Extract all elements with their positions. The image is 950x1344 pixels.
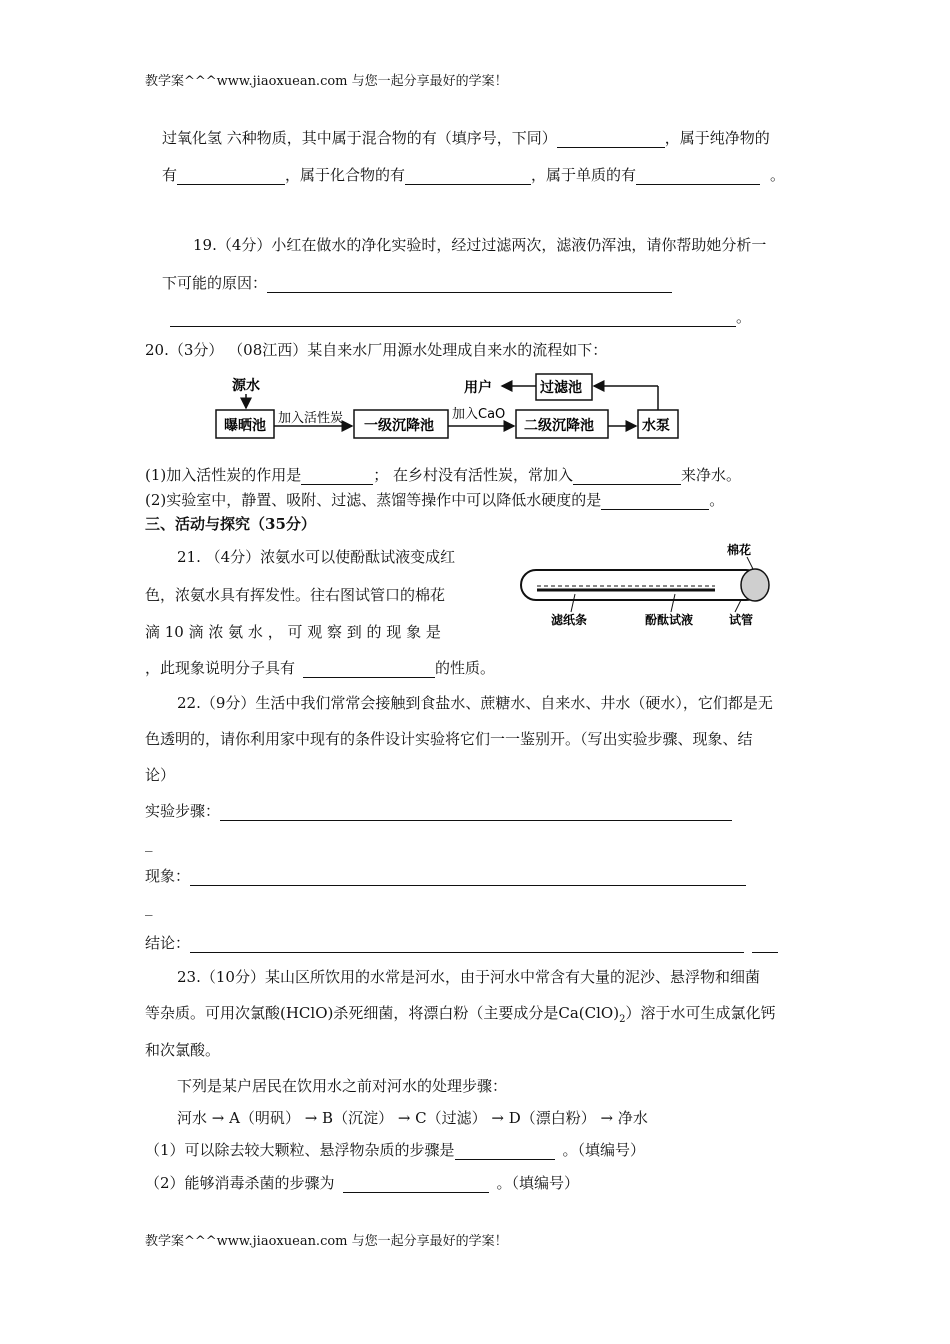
mixture-blank[interactable] [557,131,665,148]
q19-end: 。 [736,308,752,326]
q23-line2 [145,1003,775,1030]
q22-conclusion [145,933,778,953]
q22-dash-2: _ [145,898,153,916]
pure-blank[interactable] [177,168,285,185]
steps-blank[interactable] [220,804,732,821]
q20-p1-text-b: ； 在乡村没有活性炭，常加入 [373,466,574,484]
activated-carbon-blank[interactable] [301,468,373,485]
q21-text-b: 的性质。 [435,659,496,677]
q19-blank-1[interactable] [267,276,672,293]
page-header: 教学案^^^www.jiaoxuean.com 与您一起分享最好的学案！ [145,74,508,89]
cotton-ball [741,569,769,601]
q21-line2: 色，浓氨水具有挥发性。往右图试管口的棉花 [145,586,446,604]
flow-box5-label: 过滤池 [540,380,582,396]
flow-box1-label: 曝晒池 [224,418,266,434]
q23-p1-text-b: 。（填编号） [562,1141,646,1159]
q20-p2-text-a: (2)实验室中，静置、吸附、过滤、蒸馏等操作中可以降低水硬度的是 [145,491,602,509]
element-blank[interactable] [636,168,760,185]
q22-phenomenon-label: 现象： [145,867,191,885]
flow-user-label: 用户 [464,380,492,396]
q23-text-b: ）溶于水可生成氯化钙 [625,1004,776,1022]
water-flow-diagram [210,370,690,450]
flow-source: 源水 [232,378,260,394]
flow-box2-label: 一级沉降池 [364,418,434,434]
rural-purifier-blank[interactable] [573,468,681,485]
phenomenon-blank[interactable] [190,869,746,886]
flow-box3-label: 二级沉降池 [524,418,594,434]
q20-p2-text-b: 。 [709,491,725,509]
q22-line1: 22.（9分）生活中我们常常会接触到食盐水、蔗糖水、自来水、井水（硬水），它们都是无 [177,694,773,712]
q18-text-e: ，属于单质的有 [531,166,637,184]
q23-subscript: 2 [619,1014,626,1025]
q23-line4: 下列是某户居民在饮用水之前对河水的处理步骤： [177,1077,508,1095]
section-3-title: 三、活动与探究（35分） [145,515,316,533]
q20-p1-text-c: 来净水。 [681,466,742,484]
q23-line1: 23.（10分）某山区所饮用的水常是河水，由于河水中常含有大量的泥沙、悬浮物和细菌 [177,968,760,986]
flow-arrow1-label: 加入活性炭 [278,411,344,426]
q18-text-a: 过氧化氢 六种物质，其中属于混合物的有（填序号，下同） [162,129,557,147]
q23-line3: 和次氯酸。 [145,1041,221,1059]
q22-conclusion-label: 结论： [145,934,191,952]
q21-text-a: ，此现象说明分子具有 [145,659,296,677]
page-footer: 教学案^^^www.jiaoxuean.com 与您一起分享最好的学案！ [145,1234,508,1249]
q23-part2 [145,1173,579,1193]
q18-text-f: 。 [770,166,786,184]
q18-text-c: 有 [162,166,178,184]
q20-part2 [145,490,724,510]
q23-process: 河水 → A（明矾） → B（沉淀） → C（过滤） → D（漂白粉） → 净水 [177,1109,648,1127]
q22-line2: 色透明的，请你利用家中现有的条件设计实验将它们一一鉴别开。（写出实验步骤、现象、结 [145,730,753,748]
q18-text-d: ，属于化合物的有 [285,166,406,184]
q22-line3: 论） [145,766,176,784]
test-tube-figure [515,542,785,632]
conclusion-blank-extra[interactable] [752,936,778,953]
q22-steps [145,801,732,821]
q23-p1-text-a: （1）可以除去较大颗粒、悬浮物杂质的步骤是 [145,1141,455,1159]
impurity-step-blank[interactable] [455,1143,555,1160]
hardness-blank[interactable] [601,493,709,510]
q19-line3 [170,307,751,327]
q19-line1: 19.（4分）小红在做水的净化实验时，经过过滤两次，滤液仍浑浊，请你帮助她分析一 [193,236,767,254]
conclusion-blank[interactable] [190,936,744,953]
test-tube-outline [521,570,761,600]
q21-line4 [145,658,495,678]
q19-prompt: 下可能的原因： [162,274,268,292]
cotton-label: 棉花 [727,543,752,557]
filter-paper-label: 滤纸条 [551,613,588,627]
q22-phenomenon [145,866,746,886]
q18-line2 [162,165,785,185]
q22-dash-1: _ [145,834,153,852]
compound-blank[interactable] [405,168,531,185]
q23-text-a: 等杂质。可用次氯酸(HClO)杀死细菌，将漂白粉（主要成分是Ca(ClO) [145,1004,620,1022]
q23-p2-text-b: 。（填编号） [496,1174,580,1192]
q22-steps-label: 实验步骤： [145,802,221,820]
q18-text-b: ，属于纯净物的 [664,129,770,147]
tube-label: 试管 [729,613,754,627]
q20-title: 20.（3分） （08江西）某自来水厂用源水处理成自来水的流程如下： [145,341,608,359]
q18-line1 [162,128,770,148]
q20-p1-text-a: (1)加入活性炭的作用是 [145,466,302,484]
flow-arrow2-label: 加入CaO [452,407,506,422]
q19-line2 [162,273,672,293]
flow-box4-label: 水泵 [642,418,670,434]
q23-p2-text-a: （2）能够消毒杀菌的步骤为 [145,1174,335,1192]
q19-blank-2[interactable] [170,310,736,327]
disinfect-step-blank[interactable] [343,1176,489,1193]
q21-line1: 21. （4分）浓氨水可以使酚酞试液变成红 [177,548,456,566]
molecule-property-blank[interactable] [303,661,435,678]
q20-part1 [145,465,741,485]
phenolphthalein-label: 酚酞试液 [645,613,694,627]
q21-line3: 滴 10 滴 浓 氨 水 ， 可 观 察 到 的 现 象 是 [145,623,441,641]
q23-part1 [145,1140,645,1160]
